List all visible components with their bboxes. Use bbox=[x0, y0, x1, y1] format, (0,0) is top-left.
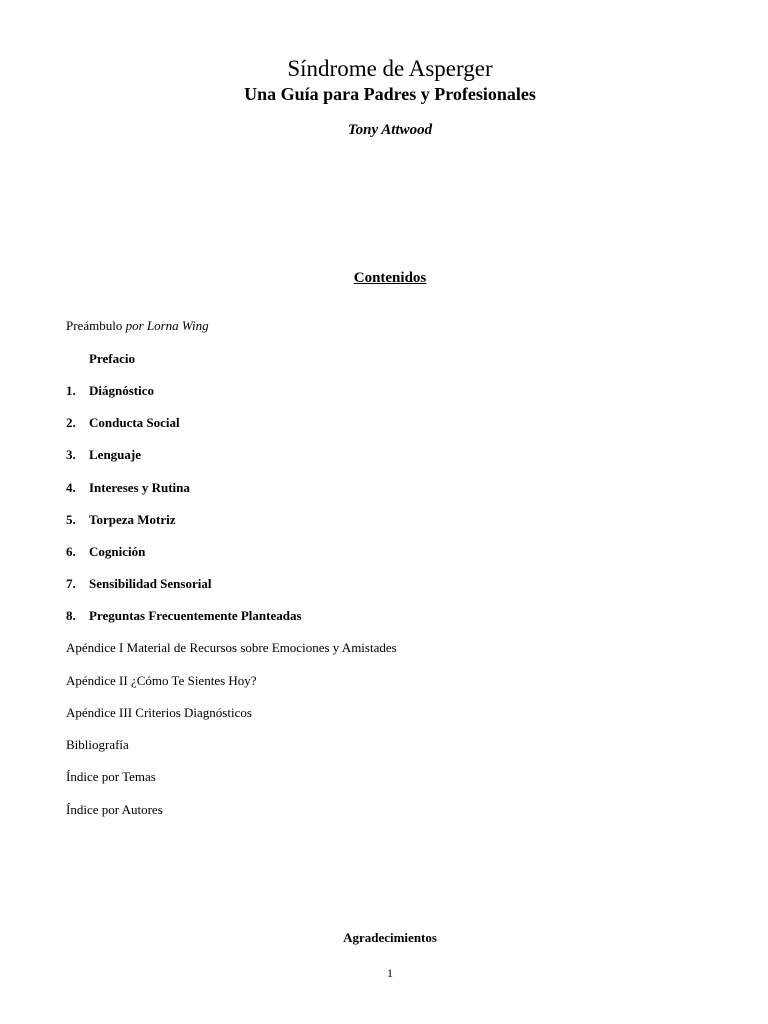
toc-chapter-number: 3. bbox=[66, 447, 76, 462]
toc-chapter-label: Preguntas Frecuentemente Planteadas bbox=[89, 608, 302, 623]
toc-subject-index: Índice por Temas bbox=[66, 769, 156, 784]
toc-chapter-number: 1. bbox=[66, 383, 76, 398]
acknowledgements-heading: Agradecimientos bbox=[343, 930, 437, 945]
toc-appendix-1: Apéndice I Material de Recursos sobre Emociones y Amistades bbox=[66, 640, 397, 655]
toc-chapter bbox=[66, 607, 302, 625]
toc-preamble-author: por Lorna Wing bbox=[125, 318, 209, 333]
toc-appendix-2: Apéndice II ¿Cómo Te Sientes Hoy? bbox=[66, 673, 257, 688]
toc-bibliography: Bibliografía bbox=[66, 737, 129, 752]
toc-appendix-3: Apéndice III Criterios Diagnósticos bbox=[66, 705, 252, 720]
page-number: 1 bbox=[387, 966, 393, 980]
toc-author-index: Índice por Autores bbox=[66, 802, 163, 817]
toc-chapter-number: 2. bbox=[66, 415, 76, 430]
document-subtitle: Una Guía para Padres y Profesionales bbox=[244, 84, 536, 104]
toc-preface bbox=[66, 350, 135, 368]
toc-chapter bbox=[66, 382, 154, 400]
toc-preamble-label: Preámbulo bbox=[66, 318, 123, 333]
toc-chapter bbox=[66, 543, 145, 561]
document-author: Tony Attwood bbox=[347, 122, 433, 138]
toc-chapter bbox=[66, 446, 141, 464]
document-title: Síndrome de Asperger bbox=[287, 56, 493, 81]
toc-chapter-number: 4. bbox=[66, 480, 76, 495]
toc-chapter-number: 5. bbox=[66, 512, 76, 527]
toc-chapter bbox=[66, 414, 180, 432]
toc-chapter bbox=[66, 575, 211, 593]
contents-heading: Contenidos bbox=[353, 270, 427, 286]
toc-chapter-label: Cognición bbox=[89, 544, 146, 559]
toc-chapter-label: Conducta Social bbox=[89, 415, 180, 430]
toc-chapter-label: Intereses y Rutina bbox=[89, 480, 190, 495]
toc-chapter-label: Torpeza Motriz bbox=[89, 512, 176, 527]
toc-chapter-number: 7. bbox=[66, 576, 76, 591]
toc-chapter bbox=[66, 479, 190, 497]
toc-chapter-label: Diágnóstico bbox=[89, 383, 154, 398]
toc-chapter-label: Lenguaje bbox=[89, 447, 141, 462]
toc-chapter-number: 8. bbox=[66, 608, 76, 623]
toc-preamble bbox=[66, 317, 209, 335]
toc-chapter-label: Sensibilidad Sensorial bbox=[89, 576, 212, 591]
toc-chapter-number: 6. bbox=[66, 544, 76, 559]
toc-preface-label: Prefacio bbox=[89, 351, 135, 366]
toc-chapter bbox=[66, 511, 176, 529]
